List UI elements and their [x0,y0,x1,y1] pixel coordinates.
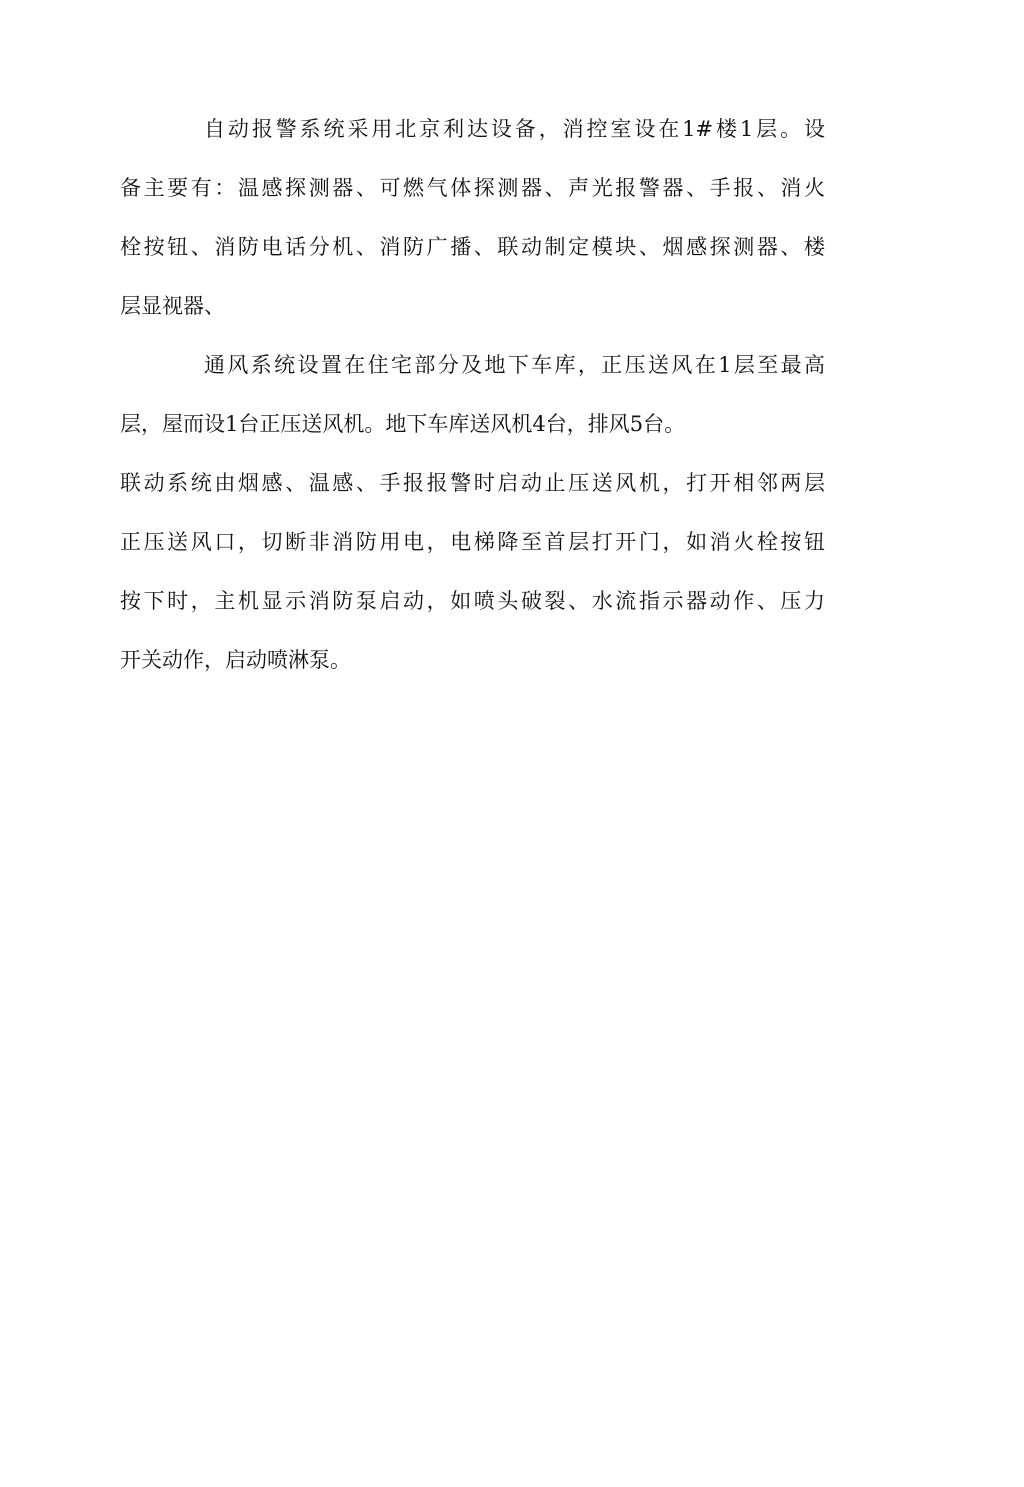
text-line: 自动报警系统采用北京利达设备，消控室设在1#楼1层。设 [204,117,825,141]
paragraph-fire-alarm-system [120,100,825,336]
text-line: 栓按钮、消防电话分机、消防广播、联动制定模块、烟感探测器、楼 [120,235,825,259]
text-line: 层，屋而设1台正压送风机。地下车库送风机4台，排风5台。 [120,412,686,436]
paragraph-ventilation-system [120,336,825,454]
text-line: 层显视器、 [120,294,225,318]
text-line: 按下时，主机显示消防泵启动，如喷头破裂、水流指示器动作、压力 [120,589,825,613]
text-line: 通风系统设置在住宅部分及地下车库，正压送风在1层至最高 [204,353,825,377]
paragraph-linkage-system [120,454,825,690]
text-line: 备主要有：温感探测器、可燃气体探测器、声光报警器、手报、消火 [120,176,825,200]
text-line: 开关动作，启动喷淋泵。 [120,648,351,672]
text-line: 联动系统由烟感、温感、手报报警时启动止压送风机，打开相邻两层 [120,471,825,495]
text-line: 正压送风口，切断非消防用电，电梯降至首层打开门，如消火栓按钮 [120,530,825,554]
